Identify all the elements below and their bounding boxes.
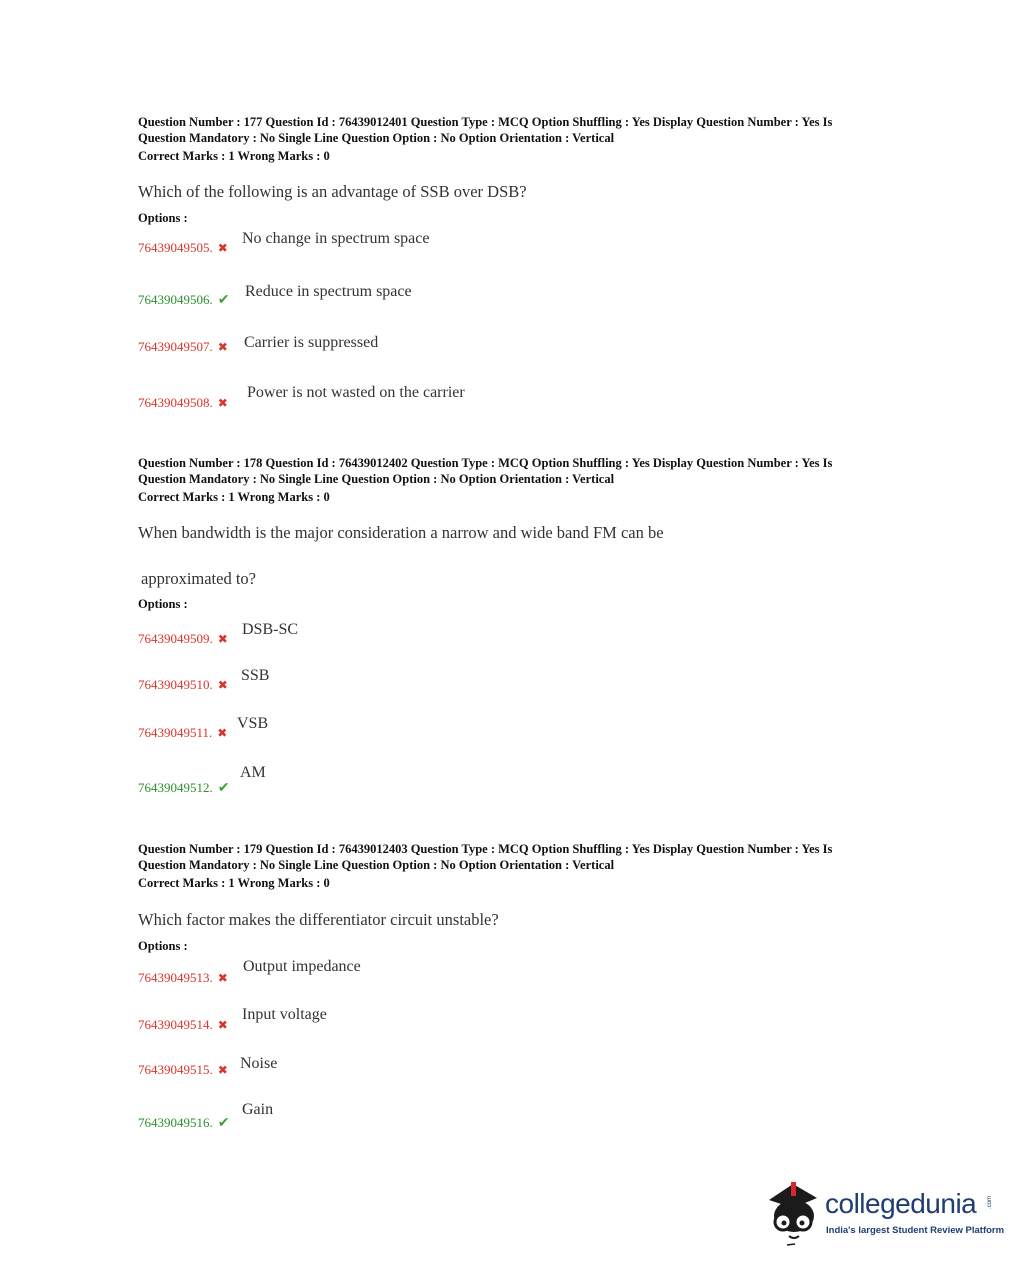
- option-id: 76439049515.: [138, 1062, 213, 1077]
- meta-line: Question Number : 178 Question Id : 76439012402 Question Type : MCQ Option Shuffling : Yes Display Question Number : Yes Is: [138, 456, 833, 470]
- option-id-wrapper: [138, 631, 228, 647]
- logo-wordmark: collegedunia: [825, 1188, 977, 1219]
- option-text: Noise: [240, 1055, 278, 1072]
- meta-line: Question Number : 179 Question Id : 76439012403 Question Type : MCQ Option Shuffling : Yes Display Question Number : Yes Is: [138, 842, 833, 856]
- option-item: [138, 715, 638, 741]
- marks-line: Correct Marks : 1 Wrong Marks : 0: [138, 490, 330, 504]
- collegedunia-logo: [765, 1178, 1005, 1250]
- option-item: [138, 621, 638, 647]
- cross-icon: ✖: [217, 632, 228, 646]
- option-id-wrapper: [138, 780, 229, 797]
- question-text: Which factor makes the differentiator circuit unstable?: [138, 910, 499, 929]
- option-id: 76439049509.: [138, 631, 213, 646]
- option-item: [138, 764, 638, 797]
- option-item: [138, 958, 638, 986]
- option-id-wrapper: [138, 1017, 228, 1033]
- option-id-wrapper: [138, 677, 228, 693]
- option-text: Power is not wasted on the carrier: [247, 384, 465, 401]
- option-id-wrapper: [138, 292, 229, 309]
- cross-icon: ✖: [217, 340, 228, 354]
- option-text: Input voltage: [242, 1006, 327, 1023]
- option-text: AM: [240, 764, 266, 781]
- option-item: [138, 1006, 638, 1033]
- cross-icon: ✖: [217, 678, 228, 692]
- option-text: VSB: [237, 715, 269, 732]
- option-id: 76439049506.: [138, 292, 213, 307]
- option-item: [138, 283, 638, 309]
- cross-icon: ✖: [217, 241, 228, 255]
- question-text-continued: approximated to?: [141, 569, 257, 588]
- option-id: 76439049512.: [138, 780, 213, 795]
- option-item: [138, 335, 638, 355]
- options-label: Options :: [138, 597, 188, 611]
- option-id: 76439049510.: [138, 677, 213, 692]
- option-id: 76439049511.: [138, 725, 213, 740]
- question-block: [138, 455, 898, 796]
- question-block: [138, 841, 898, 1131]
- logo-tagline: India's largest Student Review Platform: [826, 1225, 1005, 1236]
- cross-icon: ✖: [217, 971, 228, 985]
- option-item: [138, 1055, 638, 1078]
- question-meta: [138, 455, 898, 505]
- option-text: Output impedance: [243, 958, 361, 975]
- check-icon: ✔: [217, 293, 230, 308]
- option-id-wrapper: [138, 1062, 228, 1078]
- student-mascot-icon: [765, 1178, 823, 1250]
- option-text: DSB-SC: [242, 621, 299, 638]
- logo-dotcom: .com: [987, 1196, 993, 1210]
- option-id-wrapper: [138, 339, 228, 355]
- check-icon: ✔: [217, 1116, 230, 1131]
- option-item: [138, 230, 638, 256]
- option-item: [138, 1101, 638, 1132]
- options-label: Options :: [138, 211, 188, 225]
- check-icon: ✔: [217, 781, 230, 796]
- cross-icon: ✖: [217, 726, 228, 740]
- option-item: [138, 667, 638, 693]
- option-text: Reduce in spectrum space: [245, 283, 412, 300]
- meta-line: Question Mandatory : No Single Line Question Option : No Option Orientation : Vertical: [138, 472, 615, 486]
- option-id: 76439049513.: [138, 970, 213, 985]
- meta-line: Question Mandatory : No Single Line Question Option : No Option Orientation : Vertical: [138, 858, 615, 872]
- option-id-wrapper: [138, 395, 228, 411]
- option-id-wrapper: [138, 725, 227, 741]
- question-block: [138, 114, 898, 410]
- question-text: When bandwidth is the major consideration a narrow and wide band FM can be: [138, 523, 664, 542]
- option-id-wrapper: [138, 1115, 229, 1132]
- option-text: Carrier is suppressed: [244, 334, 379, 351]
- option-text: No change in spectrum space: [242, 230, 430, 247]
- cross-icon: ✖: [217, 396, 228, 410]
- marks-line: Correct Marks : 1 Wrong Marks : 0: [138, 149, 330, 163]
- cross-icon: ✖: [217, 1018, 228, 1032]
- option-id: 76439049516.: [138, 1115, 213, 1130]
- marks-line: Correct Marks : 1 Wrong Marks : 0: [138, 876, 330, 890]
- meta-line: Question Mandatory : No Single Line Question Option : No Option Orientation : Vertical: [138, 131, 615, 145]
- option-id-wrapper: [138, 240, 228, 256]
- option-id: 76439049514.: [138, 1017, 213, 1032]
- option-item: [138, 384, 638, 411]
- option-id: 76439049505.: [138, 240, 213, 255]
- option-text: SSB: [241, 667, 270, 684]
- question-meta: [138, 841, 898, 891]
- cross-icon: ✖: [217, 1063, 228, 1077]
- option-id: 76439049508.: [138, 395, 213, 410]
- meta-line: Question Number : 177 Question Id : 76439012401 Question Type : MCQ Option Shuffling : Yes Display Question Number : Yes Is: [138, 115, 833, 129]
- question-text: Which of the following is an advantage of SSB over DSB?: [138, 182, 527, 201]
- options-label: Options :: [138, 939, 188, 953]
- option-id-wrapper: [138, 970, 228, 986]
- option-id: 76439049507.: [138, 339, 213, 354]
- question-meta: [138, 114, 898, 164]
- option-text: Gain: [242, 1101, 274, 1118]
